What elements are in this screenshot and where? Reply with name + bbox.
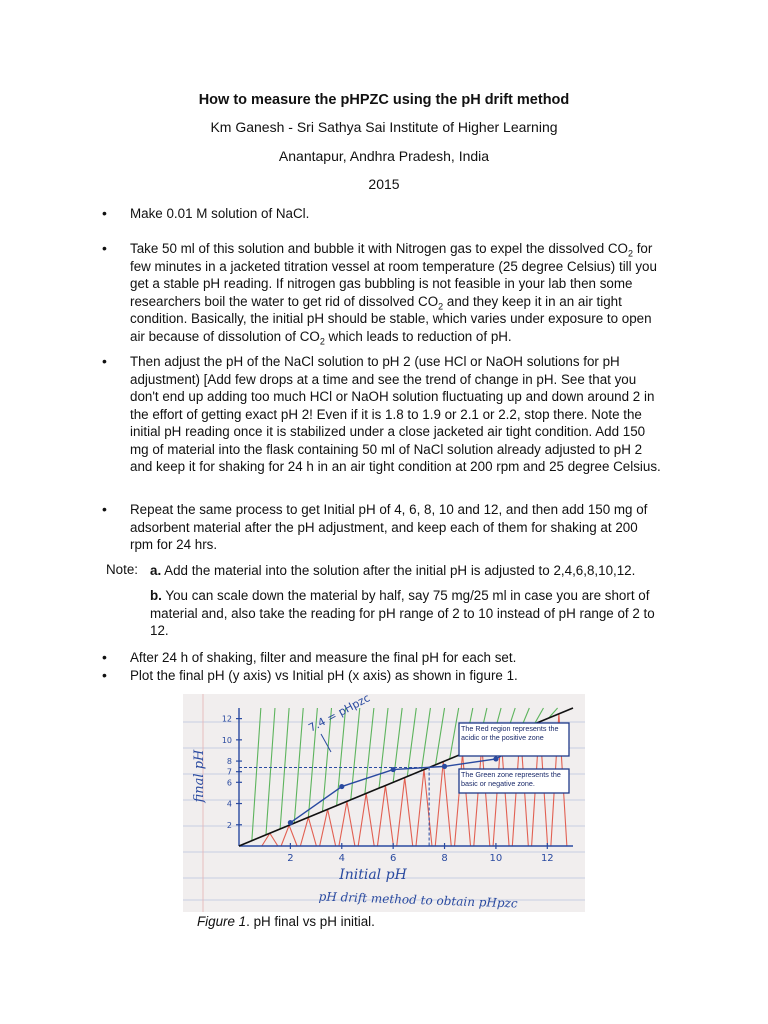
y-tick-label: 2 xyxy=(226,820,232,830)
step-6-text: Plot the final pH (y axis) vs Initial pH (x axis) as shown in figure 1. xyxy=(130,668,518,683)
note-label: Note: xyxy=(106,562,139,577)
y-tick-label: 10 xyxy=(221,735,232,745)
y-tick-label: 8 xyxy=(226,757,232,767)
step-4-text: Repeat the same process to get Initial pH of 4, 6, 8, 10 and 12, and then add 150 mg of adsorbent material after the pH adjustment, and keep each of them for shaking at 200 rpm for 24 hrs. xyxy=(130,502,648,552)
data-point xyxy=(493,756,498,761)
bullet-icon: • xyxy=(102,205,107,221)
step-5 xyxy=(103,649,663,667)
ph-drift-chart xyxy=(183,694,585,912)
x-axis-label: Initial pH xyxy=(339,867,407,883)
x-tick-label: 4 xyxy=(338,853,345,864)
year-line: 2015 xyxy=(368,176,400,192)
ph-drift-figure xyxy=(183,694,585,912)
step-2-text: Take 50 ml of this solution and bubble it with Nitrogen gas to expel the dissolved $CO_2$ for few minutes in a jacketed titration vessel at room temperature (25 degree Celsius) till you get a stable pH reading. If nitrogen gas bubbling is not feasible in your lab then some researchers boil the water to get rid of dissolved $CO_2$ and they keep it in an air tight condition. Basically, the initial pH should be stable, which varies under exposure to open air because of dissolution of $CO_2$ which leads to reduction of pH. xyxy=(130,241,657,347)
x-tick-label: 2 xyxy=(287,853,294,864)
bullet-icon: • xyxy=(102,353,107,369)
data-point xyxy=(442,764,447,769)
bullet-icon: • xyxy=(102,649,107,665)
step-5-text: After 24 h of shaking, filter and measure the final pH for each set. xyxy=(130,650,517,665)
step-1-text: Make 0.01 M solution of NaCl. xyxy=(130,206,310,221)
step-6 xyxy=(103,667,663,685)
red-region-text-wrap xyxy=(461,724,567,756)
y-tick-label: 4 xyxy=(226,799,232,809)
step-3-text: Then adjust the pH of the NaCl solution to pH 2 (use HCl or NaOH solutions for pH adjustment) [Add few drops at a time and see the trend of change in pH. See that you don't end up adding too much HCl or NaOH solution fluctuating up and down around 2 in the effort of getting exact pH 2! Even if it is 1.8 to 1.9 or 2.1 or 2.2, stop there. Note the initial pH reading once it is stabilized under a close jacketed air tight condition. Add 150 mg of material into the flask containing 50 ml of NaCl solution already adjusted to pH 2 and keep it for shaking for 24 h in an air tight condition at 200 rpm and 25 degree Celsius. xyxy=(130,354,661,474)
figure-subtitle: pH drift method to obtain pHpzc xyxy=(318,889,518,911)
red-region-text: The Red region represents the acidic or the positive zone xyxy=(461,724,559,743)
data-point xyxy=(339,784,344,789)
green-zone-text-wrap xyxy=(461,770,567,793)
author-line: Km Ganesh - Sri Sathya Sai Institute of Higher Learning xyxy=(210,119,558,135)
y-tick-label: 6 xyxy=(226,778,232,788)
location-line: Anantapur, Andhra Pradesh, India xyxy=(278,148,490,164)
figure-caption: Figure 1. pH final vs pH initial. xyxy=(197,914,375,929)
bullet-icon: • xyxy=(102,667,107,683)
y-tick-label: 12 xyxy=(221,714,232,724)
bullet-icon: • xyxy=(102,501,107,517)
note-a: a. Add the material into the solution after the initial pH is adjusted to 2,4,6,8,10,12. xyxy=(150,563,636,578)
step-3 xyxy=(103,353,663,476)
x-tick-label: 8 xyxy=(441,853,448,864)
pzc-annotation: 7.4 = pHpzc xyxy=(306,694,373,735)
bullet-icon: • xyxy=(102,240,107,256)
data-point xyxy=(288,820,293,825)
step-2 xyxy=(103,240,663,345)
green-zone-text: The Green zone represents the basic or negative zone. xyxy=(461,770,561,789)
x-tick-label: 12 xyxy=(540,853,554,864)
y-axis-label: final pH xyxy=(192,749,207,803)
step-4 xyxy=(103,501,663,554)
page-title: How to measure the pHPZC using the pH drift method xyxy=(198,92,570,108)
step-1 xyxy=(103,205,663,223)
note-b: b. You can scale down the material by half, say 75 mg/25 ml in case you are short of material and, also take the reading for pH range of 2 to 10 instead of pH range of 2 to 12. xyxy=(150,588,655,638)
y-tick-label: 7 xyxy=(226,767,232,777)
x-tick-label: 6 xyxy=(389,853,397,864)
x-tick-label: 10 xyxy=(489,853,503,864)
